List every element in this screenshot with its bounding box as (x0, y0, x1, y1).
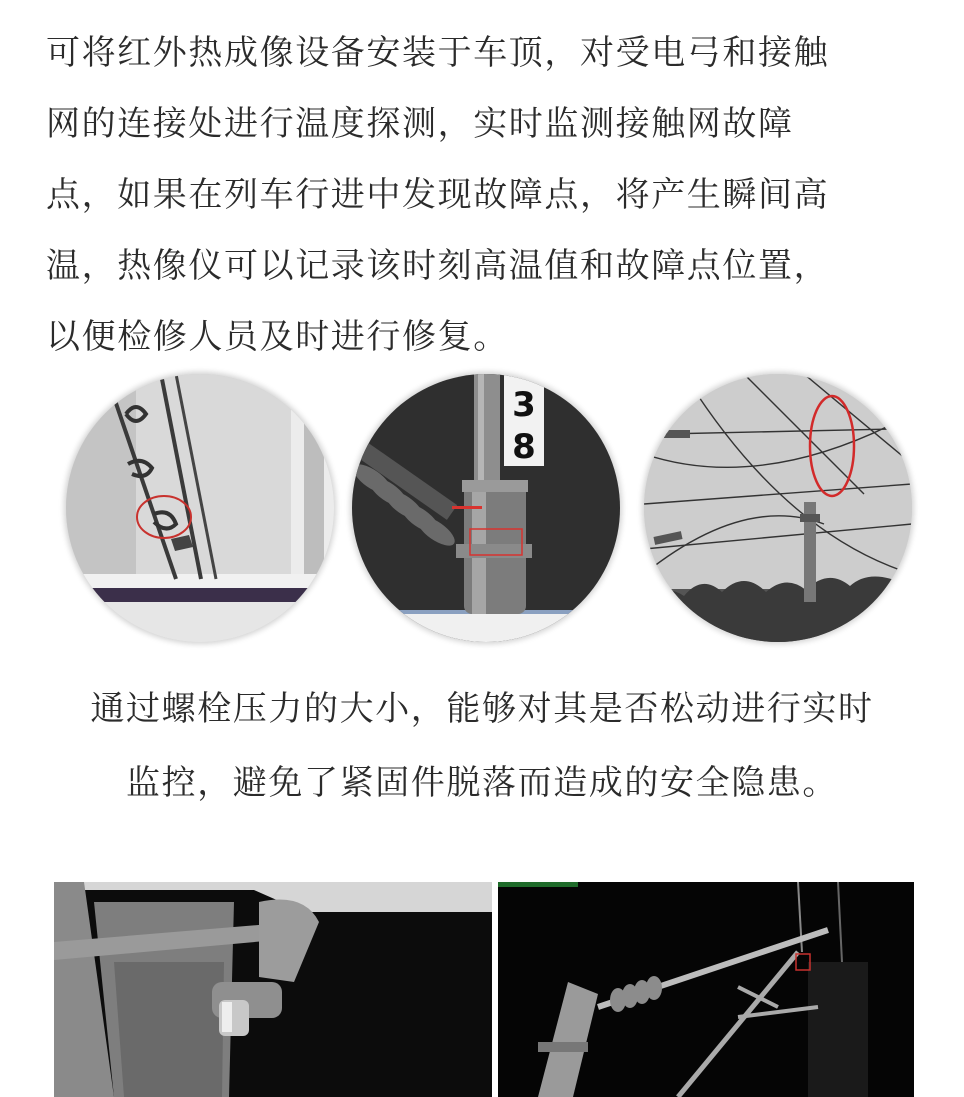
catenary-lines-photo (644, 374, 912, 642)
caption-paragraph (0, 672, 964, 820)
photo-bolt-fastener (54, 882, 492, 1097)
circle-image-wire-clamp (66, 374, 334, 642)
pole-number-digit: 8 (512, 427, 536, 467)
intro-paragraph (46, 18, 924, 373)
circle-image-catenary-lines (644, 374, 912, 642)
intro-line: 点，如果在列车行进中发现故障点，将产生瞬间高 (46, 175, 830, 215)
intro-line: 网的连接处进行温度探测，实时监测接触网故障 (46, 104, 794, 144)
photo-cantilever-arm (498, 882, 914, 1097)
caption-line: 通过螺栓压力的大小，能够对其是否松动进行实时 (90, 689, 874, 729)
caption-line: 监控，避免了紧固件脱落而造成的安全隐患。 (126, 763, 838, 803)
circle-image-mast-insulator (352, 374, 620, 642)
intro-line: 可将红外热成像设备安装于车顶，对受电弓和接触 (46, 33, 830, 73)
intro-line: 温，热像仪可以记录该时刻高温值和故障点位置， (46, 246, 830, 286)
intro-line: 以便检修人员及时进行修复。 (46, 317, 509, 357)
bolt-fastener-photo (54, 882, 492, 1097)
cantilever-arm-photo (498, 882, 914, 1097)
mast-insulator-photo (352, 374, 620, 642)
wire-clamp-photo (66, 374, 334, 642)
pole-number-digit: 3 (512, 385, 536, 425)
